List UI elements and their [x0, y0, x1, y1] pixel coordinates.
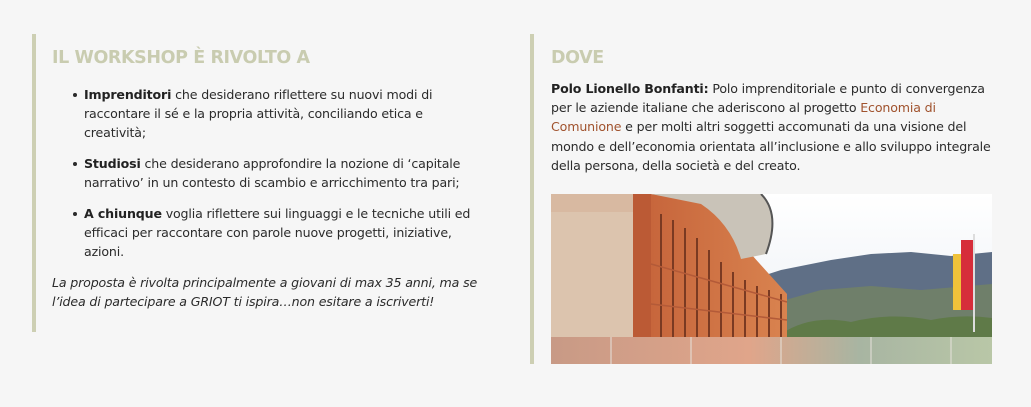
- building-photo: [551, 194, 992, 364]
- list-item-text: che desiderano riflettere su nuovi modi di raccontare il sé e la propria attività, conciliando etica e creatività;: [84, 87, 433, 141]
- list-item-text: voglia riflettere sui linguaggi e le tecniche utili ed efficaci per raccontare con parole nuove progetti, iniziative, azioni.: [84, 206, 471, 260]
- audience-section: [32, 34, 482, 332]
- list-item-bold: A chiunque: [84, 206, 162, 222]
- audience-list: [52, 85, 482, 262]
- where-description: [551, 79, 991, 175]
- where-text-before-link: Polo imprenditoriale e punto di convergenza per le aziende italiane che aderiscono al progetto: [551, 81, 985, 116]
- where-text-after-link: e per molti altri soggetti accomunati da una visione del mondo e dell’economia orientata all’inclusione e allo sviluppo integrale della persona, della società e del creato.: [551, 119, 991, 173]
- list-item: [84, 85, 482, 143]
- list-item: [84, 204, 482, 262]
- place-name: Polo Lionello Bonfanti:: [551, 81, 709, 96]
- list-item: [84, 154, 482, 192]
- audience-heading: IL WORKSHOP È RIVOLTO A: [52, 48, 310, 68]
- economia-di-comunione-link[interactable]: Economia di Comunione: [551, 100, 936, 135]
- list-item-text: che desiderano approfondire la nozione di ‘capitale narrativo’ in un contesto di scambio e arricchimento tra pari;: [84, 156, 461, 191]
- where-section: [530, 34, 992, 364]
- where-heading: DOVE: [551, 48, 604, 68]
- list-item-bold: Studiosi: [84, 156, 141, 172]
- audience-note: La proposta è rivolta principalmente a giovani di max 35 anni, ma se l’idea di partecipare a GRIOT ti ispira…non esitare a iscriverti!: [52, 275, 478, 310]
- list-item-bold: Imprenditori: [84, 87, 172, 102]
